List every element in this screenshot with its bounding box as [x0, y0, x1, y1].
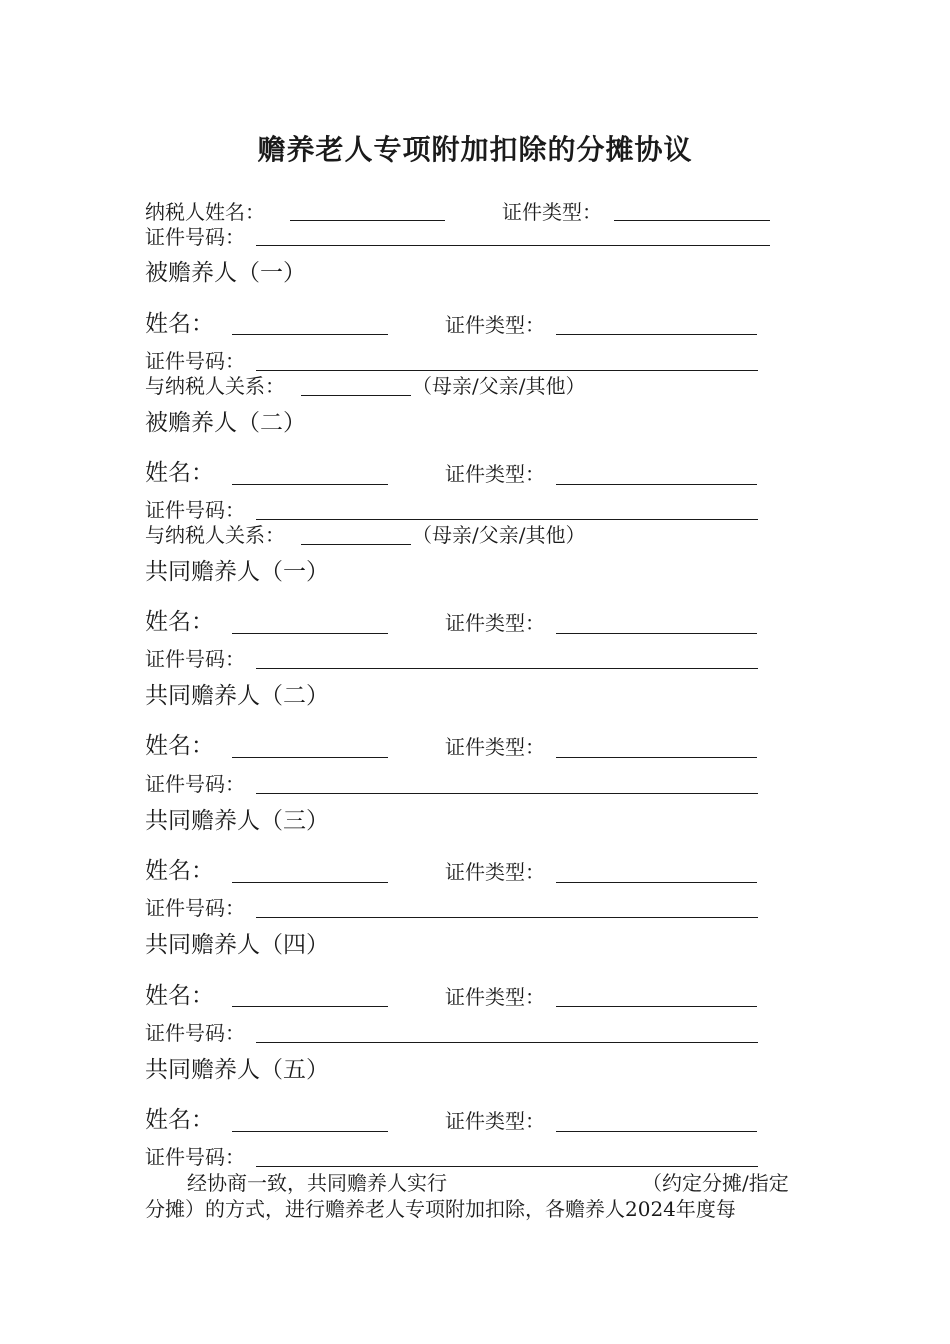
supported-2-relation-label: 与纳税人关系：	[145, 523, 285, 547]
supported-1-id-number-field[interactable]	[256, 370, 758, 371]
agreement-line2: 分摊）的方式，进行赡养老人专项附加扣除，各赡养人2024年度每	[145, 1197, 736, 1221]
co-supporter-3-id-number-label: 证件号码：	[145, 896, 245, 920]
supported-2-id-number-label: 证件号码：	[145, 498, 245, 522]
supported-2-relation-field[interactable]	[301, 544, 411, 545]
co-supporter-4-heading: 共同赡养人（四）	[145, 932, 329, 958]
co-supporter-5-heading: 共同赡养人（五）	[145, 1057, 329, 1083]
supported-1-id-type-field[interactable]	[556, 334, 757, 335]
supported-2-id-type-field[interactable]	[556, 484, 757, 485]
co-supporter-1-id-type-label: 证件类型：	[445, 611, 545, 635]
agreement-line1-suffix: （约定分摊/指定	[642, 1171, 789, 1195]
co-supporter-2-name-label: 姓名：	[145, 733, 214, 759]
taxpayer-id-number-field[interactable]	[256, 245, 770, 246]
co-supporter-5-name-label: 姓名：	[145, 1107, 214, 1133]
agreement-line1-prefix: 经协商一致，共同赡养人实行	[187, 1171, 447, 1195]
supported-1-name-label: 姓名：	[145, 311, 214, 337]
co-supporter-2-id-number-field[interactable]	[256, 793, 758, 794]
co-supporter-2-name-field[interactable]	[232, 757, 388, 758]
taxpayer-id-number-label: 证件号码：	[145, 225, 245, 249]
taxpayer-name-field[interactable]	[290, 220, 445, 221]
co-supporter-1-id-number-field[interactable]	[256, 668, 758, 669]
co-supporter-3-id-number-field[interactable]	[256, 917, 758, 918]
co-supporter-4-name-label: 姓名：	[145, 983, 214, 1009]
co-supporter-2-heading: 共同赡养人（二）	[145, 683, 329, 709]
co-supporter-2-id-type-label: 证件类型：	[445, 735, 545, 759]
co-supporter-3-id-type-field[interactable]	[556, 882, 757, 883]
co-supporter-5-id-number-field[interactable]	[256, 1166, 758, 1167]
co-supporter-1-name-field[interactable]	[232, 633, 388, 634]
supported-1-relation-label: 与纳税人关系：	[145, 374, 285, 398]
taxpayer-id-type-label: 证件类型：	[502, 200, 602, 224]
supported-2-name-field[interactable]	[232, 484, 388, 485]
co-supporter-3-heading: 共同赡养人（三）	[145, 808, 329, 834]
co-supporter-4-id-type-field[interactable]	[556, 1006, 757, 1007]
co-supporter-3-name-field[interactable]	[232, 882, 388, 883]
co-supporter-4-id-type-label: 证件类型：	[445, 985, 545, 1009]
co-supporter-2-id-number-label: 证件号码：	[145, 772, 245, 796]
co-supporter-5-id-type-field[interactable]	[556, 1131, 757, 1132]
supported-1-relation-field[interactable]	[301, 395, 411, 396]
taxpayer-id-type-field[interactable]	[614, 220, 770, 221]
co-supporter-1-heading: 共同赡养人（一）	[145, 559, 329, 585]
supported-2-name-label: 姓名：	[145, 460, 214, 486]
supported-2-relation-options: （母亲/父亲/其他）	[412, 523, 586, 547]
document-title: 赡养老人专项附加扣除的分摊协议	[257, 133, 693, 166]
co-supporter-2-id-type-field[interactable]	[556, 757, 757, 758]
co-supporter-4-id-number-field[interactable]	[256, 1042, 758, 1043]
co-supporter-5-id-type-label: 证件类型：	[445, 1109, 545, 1133]
supported-1-heading: 被赡养人（一）	[145, 260, 306, 286]
co-supporter-4-name-field[interactable]	[232, 1006, 388, 1007]
supported-1-name-field[interactable]	[232, 334, 388, 335]
supported-1-id-type-label: 证件类型：	[445, 313, 545, 337]
supported-1-id-number-label: 证件号码：	[145, 349, 245, 373]
co-supporter-3-name-label: 姓名：	[145, 858, 214, 884]
supported-2-id-number-field[interactable]	[256, 519, 758, 520]
co-supporter-3-id-type-label: 证件类型：	[445, 860, 545, 884]
co-supporter-1-name-label: 姓名：	[145, 609, 214, 635]
taxpayer-name-label: 纳税人姓名：	[145, 200, 265, 224]
supported-2-heading: 被赡养人（二）	[145, 410, 306, 436]
co-supporter-1-id-number-label: 证件号码：	[145, 647, 245, 671]
co-supporter-5-id-number-label: 证件号码：	[145, 1145, 245, 1169]
supported-2-id-type-label: 证件类型：	[445, 462, 545, 486]
co-supporter-1-id-type-field[interactable]	[556, 633, 757, 634]
supported-1-relation-options: （母亲/父亲/其他）	[412, 374, 586, 398]
co-supporter-4-id-number-label: 证件号码：	[145, 1021, 245, 1045]
co-supporter-5-name-field[interactable]	[232, 1131, 388, 1132]
